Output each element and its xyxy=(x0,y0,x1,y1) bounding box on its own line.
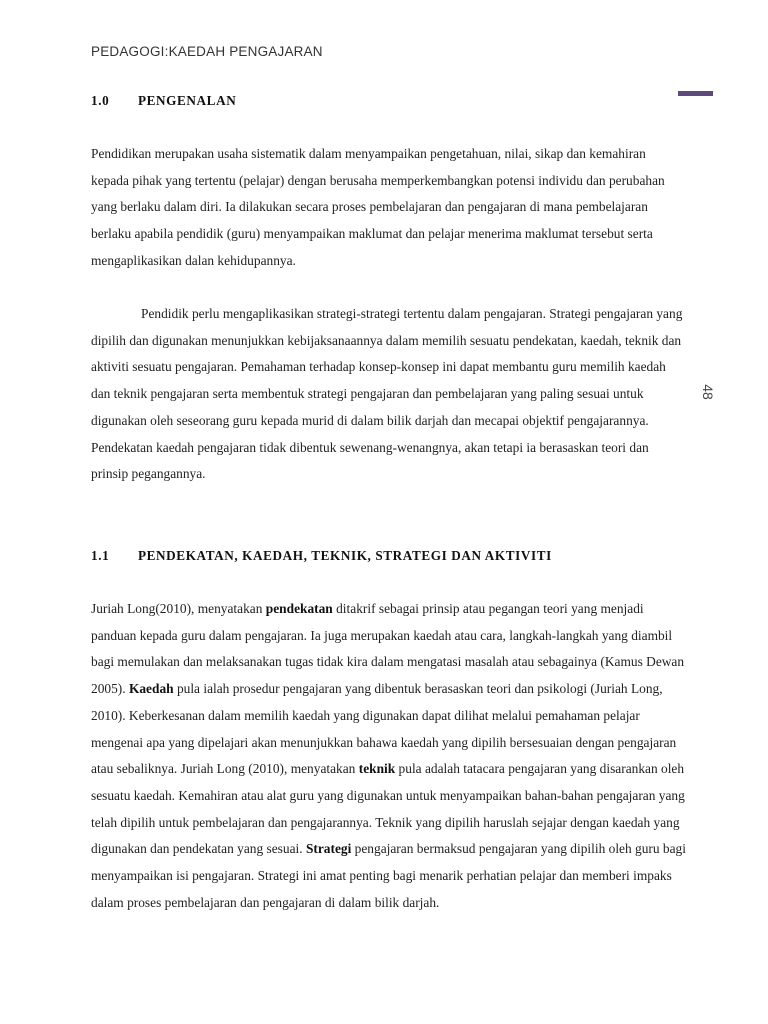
header-accent-bar xyxy=(678,91,713,96)
paragraph-intro-2: Pendidik perlu mengaplikasikan strategi-strategi tertentu dalam pengajaran. Strategi pengajaran yang dipilih dan digunakan menunjukkan kebijaksanaannya dalam memilih sesuatu pendekatan, kaedah, teknik dan aktiviti sesuatu pengajaran. Pemahaman terhadap konsep-konsep ini dapat membantu guru memilih kaedah dan teknik pengajaran serta membentuk strategi pengajaran dan pembelajaran yang paling sesuai untuk digunakan oleh seseorang guru kepada murid di dalam bilik darjah dan mecapai objektif pengajarannya. Pendekatan kaedah pengajaran tidak dibentuk sewenang-wenangnya, akan tetapi ia berasaskan teori dan prinsip pegangannya. xyxy=(91,306,683,482)
term-kaedah: Kaedah xyxy=(128,681,174,697)
section-number: 1.1 xyxy=(91,548,110,563)
text-run: pengajaran bermaksud pengajaran yang dipilih oleh guru bagi menyampaikan isi pengajaran. Strategi ini amat penting bagi menarik perhatian pelajar dan memberi impaks dalam proses pembelajaran dan pengajaran di dalam bilik darjah. xyxy=(91,841,686,910)
page-number: 48 xyxy=(700,384,716,400)
section-number: 1.0 xyxy=(91,93,110,108)
paragraph-intro-1: Pendidikan merupakan usaha sistematik dalam menyampaikan pengetahuan, nilai, sikap dan kemahiran kepada pihak yang tertentu (pelajar) dengan berusaha memperkembangkan potensi individu dan perubahan yang berlaku dalam diri. Ia dilakukan secara proses pembelajaran dan pengajaran di mana pembelajaran berlaku apabila pendidik (guru) menyampaikan maklumat dan pelajar menerima maklumat tersebut serta mengaplikasikan dalan kehidupannya. xyxy=(91,146,665,268)
term-pendekatan: pendekatan xyxy=(265,601,333,616)
text-run: ditakrif sebagai prinsip atau pegangan teori yang menjadi panduan kepada guru dalam pengajaran. Ia juga merupakan kaedah atau cara, langkah-langkah yang diambil bagi memulakan dan melaksanakan tugas tidak kira dalam mengatasi masalah atau sebagainya (Kamus Dewan 2005). xyxy=(91,601,685,697)
section-title: PENDEKATAN, KAEDAH, TEKNIK, STRATEGI DAN AKTIVITI xyxy=(138,548,552,563)
term-strategi: Strategi xyxy=(305,841,352,857)
text-run: Juriah Long(2010), menyatakan xyxy=(91,601,266,616)
running-header: PEDAGOGI:KAEDAH PENGAJARAN xyxy=(91,44,323,59)
text-run: pula ialah prosedur pengajaran yang dibentuk berasaskan teori dan psikologi (Juriah Long, 2010). Keberkesanan dalam memilih kaedah yang digunakan dapat dilihat melalui pemahaman pelajar mengenai apa yang dipelajari akan menunjukkan bahawa kaedah yang dipilih bersesuaian dengan pengajaran atau sebaliknya. Juriah Long (2010), menyatakan xyxy=(91,681,677,777)
text-run: pula adalah tatacara pengajaran yang disarankan oleh sesuatu kaedah. Kemahiran atau alat guru yang digunakan untuk menyampaikan bahan-bahan pengajaran yang telah dipilih untuk pembelajaran dan pengajarannya. Teknik yang dipilih haruslah sejajar dengan kaedah yang digunakan dan pendekatan yang sesuai. xyxy=(91,761,685,857)
section-heading-pengenalan xyxy=(91,93,236,109)
section-heading-pendekatan xyxy=(91,548,552,564)
section-title: PENGENALAN xyxy=(138,93,237,108)
term-teknik: teknik xyxy=(358,761,396,777)
paragraph-definitions xyxy=(91,596,687,916)
